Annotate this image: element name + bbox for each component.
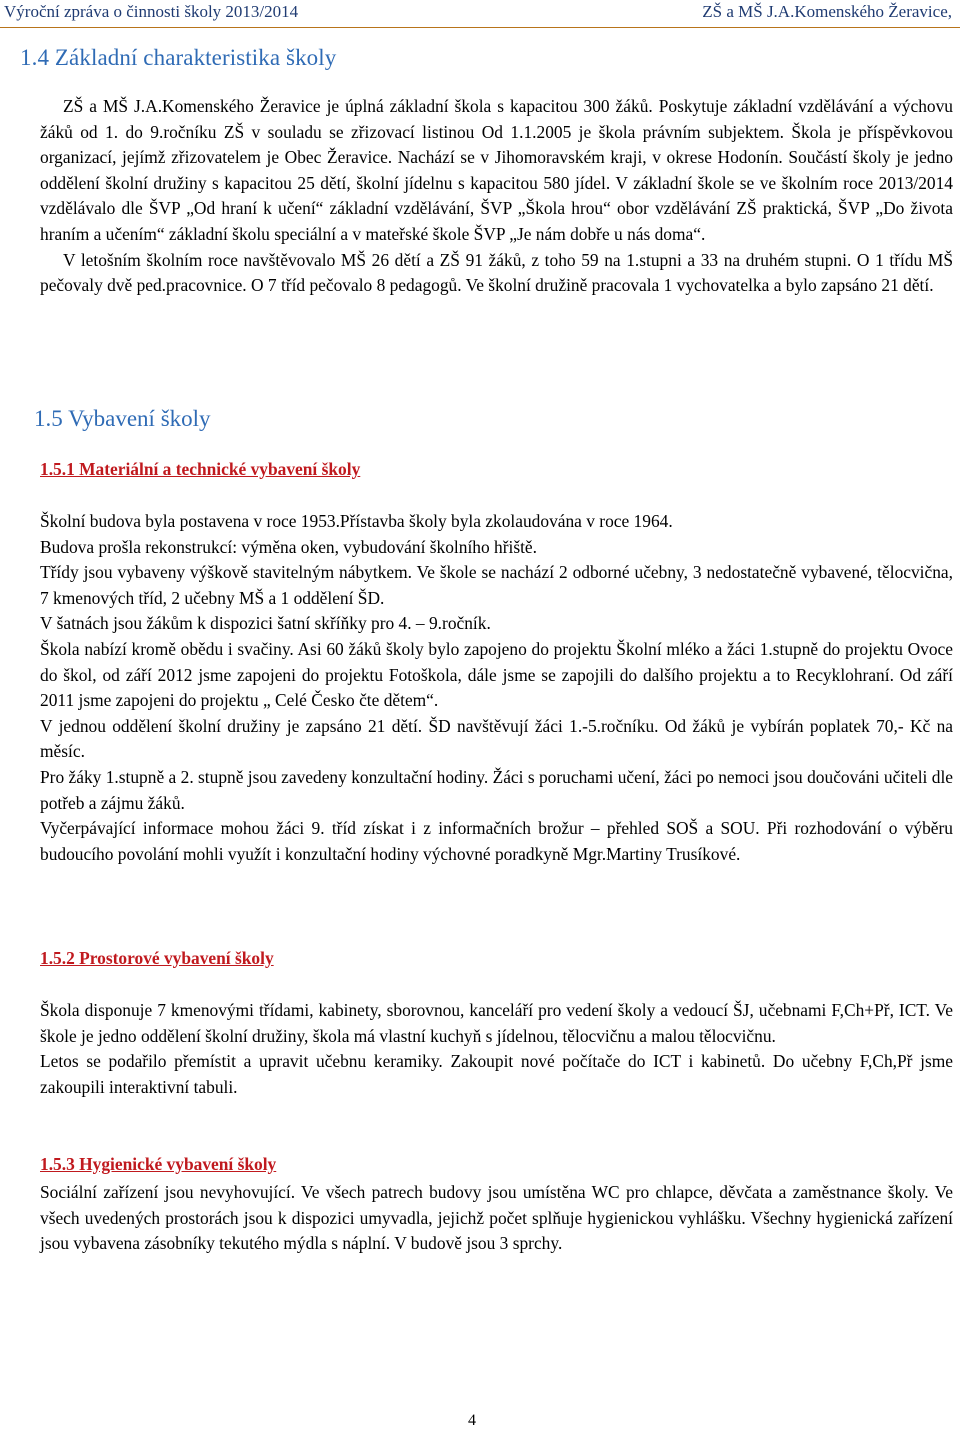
paragraph: Pro žáky 1.stupně a 2. stupně jsou zavedeny konzultační hodiny. Žáci s poruchami učení, žáci po nemoci jsou doučováni učiteli dle potřeb a zájmu žáků. bbox=[40, 766, 953, 813]
heading-1-5: 1.5 Vybavení školy bbox=[34, 406, 211, 431]
heading-1-5-1: 1.5.1 Materiální a technické vybavení školy bbox=[40, 459, 361, 479]
running-header bbox=[0, 2, 960, 26]
paragraph: Školní budova byla postavena v roce 1953.Přístavba školy byla zkolaudována v roce 1964. bbox=[40, 511, 673, 531]
heading-1-4: 1.4 Základní charakteristika školy bbox=[20, 45, 337, 70]
paragraph: Škola disponuje 7 kmenovými třídami, kabinety, sborovnou, kanceláří pro vedení školy a vedoucí ŠJ, učebnami F,Ch+Př, ICT. Ve škole je jedno oddělení školní družiny, škola má vlastní kuchyň s jídelnou, tělocvičnu a malou tělocvičnu. bbox=[40, 1000, 953, 1046]
section-1-5-1-body bbox=[40, 509, 953, 867]
paragraph: V šatnách jsou žákům k dispozici šatní skříňky pro 4. – 9.ročník. bbox=[40, 613, 491, 634]
header-divider bbox=[0, 27, 960, 28]
section-1-5-2-body bbox=[40, 998, 953, 1100]
paragraph: Letos se podařilo přemístit a upravit učebnu keramiky. Zakoupit nové počítače do ICT i kabinetů. Do učebny F,Ch,Př jsme zakoupili interaktivní tabuli. bbox=[40, 1051, 953, 1097]
paragraph: Sociální zařízení jsou nevyhovující. Ve všech patrech budovy jsou umístěna WC pro chlapce, děvčata a zaměstnance školy. Ve všech uvedených prostorách jsou k dispozici umyvadla, jejichž počet splňuje hygienickou vyhlášku. Všechny hygienická zařízení jsou vybavena zásobníky tekutého mýdla s náplní. V budově jsou 3 sprchy. bbox=[40, 1182, 953, 1254]
section-1-5-3-body bbox=[40, 1180, 953, 1257]
paragraph: ZŠ a MŠ J.A.Komenského Žeravice je úplná základní škola s kapacitou 300 žáků. Poskytuje základní vzdělávání a výchovu žáků od 1. do 9.ročníku ZŠ v souladu se zřizovací listinou Od 1.1.2005 je škola právním subjektem. Škola je příspěvkovou organizací, jejímž zřizovatelem je Obec Žeravice. Nachází se v Jihomoravském kraji, v okrese Hodonín. Součástí školy je jedno oddělení školní družiny s kapacitou 25 dětí, školní jídelnu s kapacitou 580 jídel. V základní škole se ve školním roce 2013/2014 vzdělávalo dle ŠVP „Od hraní k učení“ základní vzdělávání, ŠVP „Škola hrou“ obor vzdělávání ZŠ praktická, ŠVP „Do života hraním a učením“ základní školu speciální a v mateřské škole ŠVP „Je nám dobře u nás doma“. bbox=[40, 96, 953, 244]
header-school-name: ZŠ a MŠ J.A.Komenského Žeravice, bbox=[702, 2, 952, 21]
heading-1-5-2: 1.5.2 Prostorové vybavení školy bbox=[40, 948, 274, 968]
paragraph: Vyčerpávající informace mohou žáci 9. tříd získat i z informačních brožur – přehled SOŠ a SOU. Při rozhodování o výběru budoucího povolání mohli využít i konzultační hodiny výchovné poradkyně Mgr.Martiny Trusíkové. bbox=[40, 818, 953, 864]
heading-1-5-3: 1.5.3 Hygienické vybavení školy bbox=[40, 1154, 277, 1174]
paragraph: Budova prošla rekonstrukcí: výměna oken, vybudování školního hřiště. bbox=[40, 536, 538, 557]
paragraph: V jednou oddělení školní družiny je zapsáno 21 dětí. ŠD navštěvují žáci 1.-5.ročníku. Od žáků je vybírán poplatek 70,- Kč na měsíc. bbox=[40, 715, 953, 762]
paragraph: Třídy jsou vybaveny výškově stavitelným nábytkem. Ve škole se nachází 2 odborné učebny, 3 nedostatečně vybavené, tělocvična, 7 kmenových tříd, 2 učebny MŠ a 1 oddělení ŠD. bbox=[40, 562, 953, 608]
paragraph: V letošním školním roce navštěvovalo MŠ 26 dětí a ZŠ 91 žáků, z toho 59 na 1.stupni a 33 na druhém stupni. O 1 třídu MŠ pečovaly dvě ped.pracovnice. O 7 tříd pečovalo 8 pedagogů. Ve školní družině pracovala 1 vychovatelka a bylo zapsáno 21 dětí. bbox=[40, 249, 953, 296]
header-report-title: Výroční zpráva o činnosti školy 2013/2014 bbox=[4, 2, 299, 21]
page-number: 4 bbox=[468, 1412, 476, 1429]
paragraph: Škola nabízí kromě obědu i svačiny. Asi 60 žáků školy bylo zapojeno do projektu Školní mléko a žáci 1.stupně do projektu Ovoce do škol, od září 2012 jsme zapojeni do projektu Fotoškola, dále jsme se zapojili do dalšího projektu a to Recyklohraní. Od září 2011 jsme zapojeni do projektu „ Celé Česko čte dětem“. bbox=[40, 638, 953, 711]
section-1-4-body bbox=[40, 94, 953, 299]
